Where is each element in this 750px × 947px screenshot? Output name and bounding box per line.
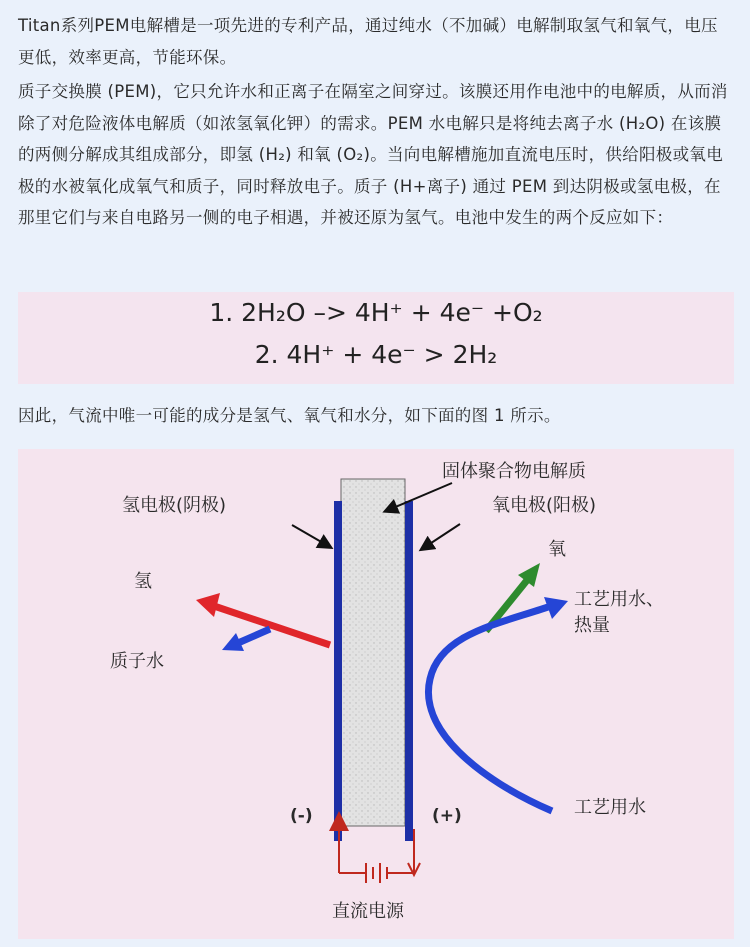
formula-box (18, 292, 734, 384)
intro-paragraph-2: 质子交换膜 (PEM)，它只允许水和正离子在隔室之间穿过。该膜还用作电池中的电解质，从而消除了对危险液体电解质（如浓氢氧化钾）的需求。PEM 水电解只是将纯去离子水 (H₂O) 在该膜的两侧分解成其组成部分，即氢 (H₂) 和氧 (O₂)。当向电解槽施加直流电压时，供给阳极或氧电极的水被氧化成氧气和质子，同时释放电子。质子 (H+离子) 通过 PEM 到达阴极或氢电极，在那里它们与来自电路另一侧的电子相遇，并被还原为氢气。电池中发生的两个反应如下： (18, 82, 728, 227)
negative-terminal-label: (-) (290, 806, 313, 826)
process-water-arrow (428, 607, 552, 811)
cathode-label: 氢电极(阴极) (122, 495, 227, 516)
oxygen-label: 氧 (548, 539, 566, 560)
process-water-label: 工艺用水 (574, 797, 646, 818)
process-water-heat-label-1: 工艺用水、 (574, 589, 664, 610)
membrane-label: 固体聚合物电解质 (442, 461, 586, 482)
anode-electrode (405, 501, 413, 841)
hydrogen-label: 氢 (134, 571, 152, 592)
anode-pointer (422, 524, 460, 549)
positive-terminal-label: (+) (432, 806, 462, 826)
reaction-1: 1. 2H₂O –> 4H⁺ + 4e⁻ +O₂ (209, 298, 543, 327)
proton-water-label: 质子水 (110, 651, 164, 672)
membrane (341, 479, 405, 826)
proton-water-arrow (238, 629, 270, 643)
dc-power-label: 直流电源 (332, 901, 404, 922)
pem-diagram-graphic (18, 449, 734, 939)
anode-label: 氧电极(阳极) (492, 495, 597, 516)
cathode-pointer (292, 525, 330, 547)
pem-diagram (18, 449, 734, 939)
intro-paragraph-3: 因此，气流中唯一可能的成分是氢气、氧气和水分，如下面的图 1 所示。 (18, 406, 561, 425)
hydrogen-arrow-head (196, 593, 220, 617)
reaction-2: 2. 4H⁺ + 4e⁻ > 2H₂ (254, 340, 498, 369)
cathode-electrode (334, 501, 342, 841)
intro-paragraph-1: Titan系列PEM电解槽是一项先进的专利产品，通过纯水（不加碱）电解制取氢气和氧气，电压更低，效率更高，节能环保。 (18, 16, 718, 67)
process-water-heat-label-2: 热量 (574, 615, 610, 636)
